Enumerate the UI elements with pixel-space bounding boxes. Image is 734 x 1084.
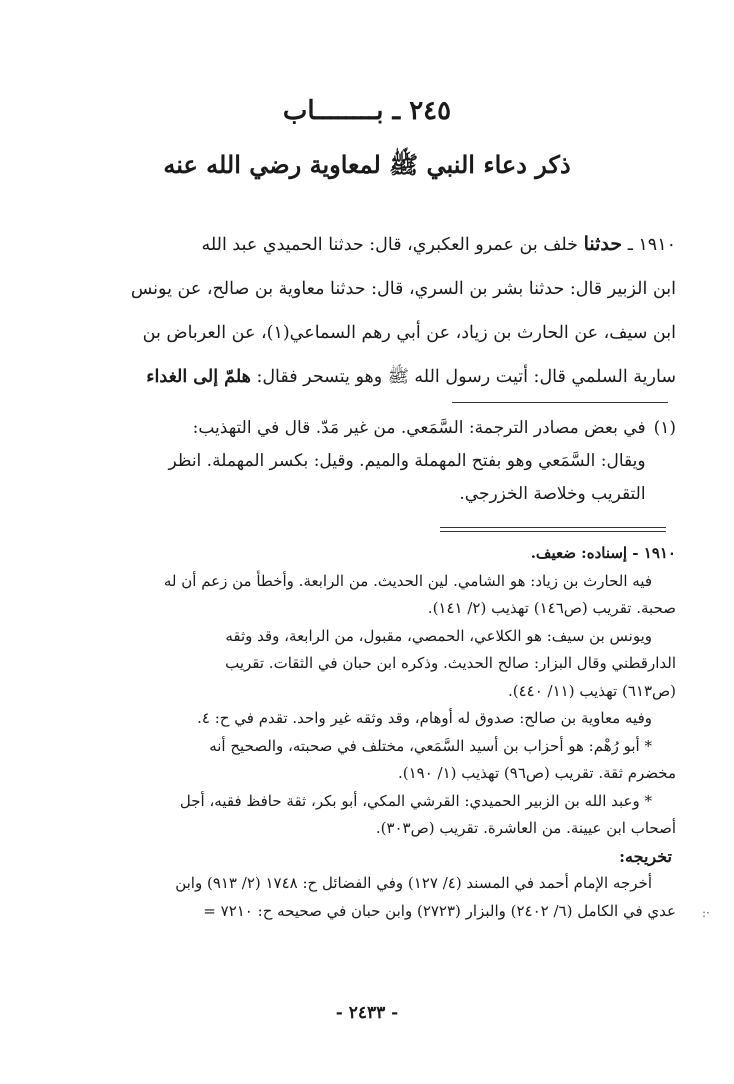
isnad-heading: ١٩١٠ - إسناده: ضعيف. — [530, 544, 676, 562]
hadith-lead-word: حدثنا — [583, 233, 623, 255]
hadith-line-4-text: سارية السلمي قال: أتيت رسول الله ﷺ وهو يتسحر فقال: — [256, 367, 676, 387]
commentary — [86, 540, 676, 925]
hadith-number: ١٩١٠ ـ — [627, 235, 676, 255]
hadith-line-1 — [60, 222, 676, 267]
footnote-number: (١) — [653, 418, 676, 438]
commentary-p2-line-1: ويونس بن سيف: هو الكلاعي، الحمصي، مقبول، من الرابعة، وقد وثقه — [225, 626, 652, 645]
footnote-separator — [452, 402, 668, 403]
footnote-line-1: في بعض مصادر الترجمة: السَّمَعي. من غير مَدّ. قال في التهذيب: — [192, 418, 646, 438]
commentary-p1-line-2: صحبة. تقريب (ص١٤٦) تهذيب (٢/ ١٤١). — [427, 599, 676, 617]
commentary-separator — [440, 527, 666, 532]
footnote — [46, 412, 676, 511]
footnote-line-3: التقريب وخلاصة الخزرجي. — [459, 484, 646, 504]
hadith-line-1-rest: خلف بن عمرو العكبري، قال: حدثنا الحميدي عبد الله — [201, 235, 578, 255]
chapter-title: ذكر دعاء النبي ﷺ لمعاوية رضي الله عنه — [163, 150, 571, 179]
hadith-text — [60, 222, 676, 399]
takhrij-line-2: عدي في الكامل (٦/ ٢٤٠٢) والبزار (٢٧٢٣) وابن حبان في صحيحه ح: ٧٢١٠ = — [203, 901, 676, 920]
commentary-p4-line-2: مخضرم ثقة. تقريب (ص٩٦) تهذيب (١/ ١٩٠). — [397, 764, 676, 782]
commentary-p4-line-1: * أبو رُهْم: هو أحزاب بن أسيد السَّمَعي، مختلف في صحبته، والصحيح أنه — [209, 736, 652, 755]
hadith-line-2: ابن الزبير قال: حدثنا بشر بن السري، قال: حدثنا معاوية بن صالح، عن يونس — [130, 279, 676, 299]
commentary-p5-line-2: أصحاب ابن عيينة. من العاشرة. تقريب (ص٣٠٣). — [375, 819, 676, 837]
hadith-line-4 — [60, 355, 676, 399]
margin-mark: ·: — [702, 906, 710, 920]
commentary-p5-line-1: * وعبد الله بن الزبير الحميدي: القرشي المكي، أبو بكر، ثقة حافظ فقيه، أجل — [179, 791, 652, 810]
commentary-p2-line-2: الدارقطني وقال البزار: صالح الحديث. وذكره ابن حبان في الثقات. تقريب — [225, 654, 676, 672]
takhrij-heading: تخريجه: — [619, 846, 672, 866]
takhrij-line-1: أخرجه الإمام أحمد في المسند (٤/ ١٢٧) وفي الفضائل ح: ١٧٤٨ (٢/ ٩١٣) وابن — [175, 874, 652, 892]
chapter-heading: ٢٤٥ ـ بــــــــاب — [282, 96, 452, 126]
page-number: - ٢٤٣٣ - — [335, 1003, 399, 1023]
hadith-line-3: ابن سيف، عن الحارث بن زياد، عن أبي رهم السماعي(١)، عن العرباض بن — [142, 323, 676, 343]
commentary-p1-line-1: فيه الحارث بن زياد: هو الشامي. لين الحديث. من الرابعة. وأخطأ من زعم أن له — [163, 571, 652, 590]
footnote-line-2: ويقال: السَّمَعي وهو بفتح المهملة والميم. وقيل: بكسر المهملة. انظر — [168, 451, 646, 471]
commentary-p3-line-1: وفيه معاوية بن صالح: صدوق له أوهام، وقد وثقه غير واحد. تقدم في ح: ٤. — [197, 709, 652, 727]
commentary-p2-line-3: (ص٦١٣) تهذيب (١١/ ٤٤٠). — [507, 681, 676, 700]
hadith-line-4-bold: هلمّ إلى الغداء — [146, 367, 251, 387]
